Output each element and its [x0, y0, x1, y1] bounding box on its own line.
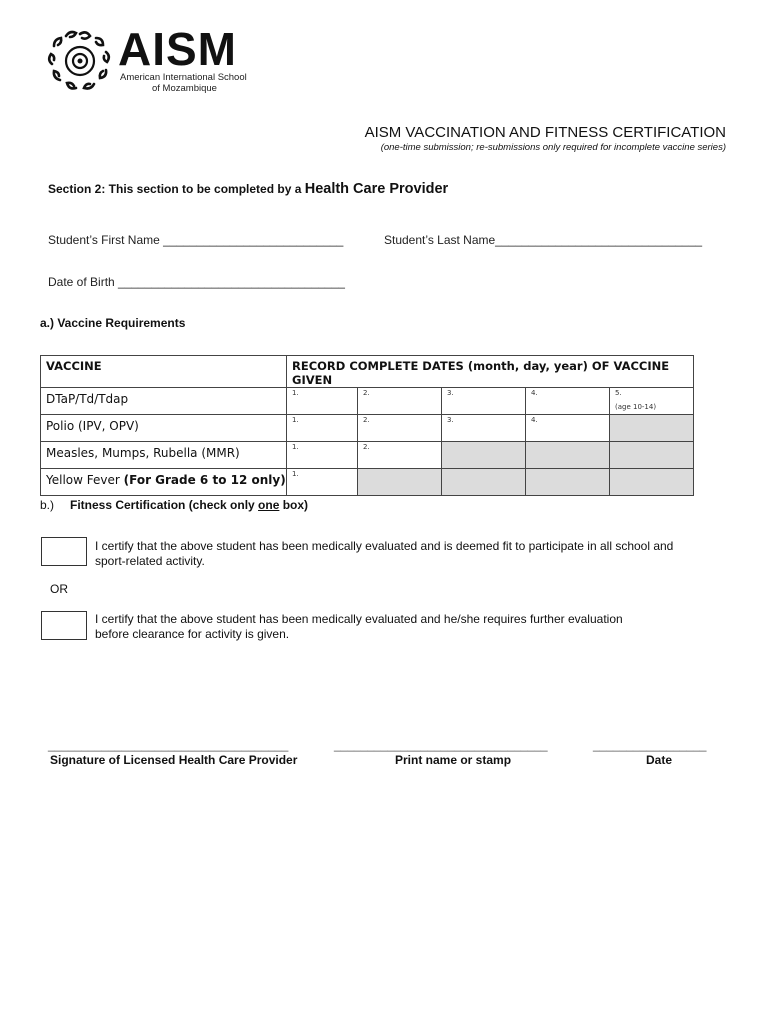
disabled-cell [442, 442, 526, 469]
section-2-heading [48, 181, 448, 197]
dose-3-cell[interactable]: 3. [442, 415, 526, 442]
fitness-heading-post: box) [279, 498, 309, 512]
dose-5-label: 5. [615, 389, 622, 397]
signature-line[interactable]: ____________________________________ [48, 738, 289, 752]
disabled-cell [610, 442, 694, 469]
form-title: AISM VACCINATION AND FITNESS CERTIFICATION [364, 124, 726, 141]
disabled-cell [526, 469, 610, 496]
print-name-label: Print name or stamp [395, 753, 512, 767]
disabled-cell [358, 469, 442, 496]
fitness-certification-heading [70, 498, 308, 512]
fitness-heading-one: one [258, 498, 280, 512]
dose-3-cell[interactable]: 3. [442, 388, 526, 415]
student-first-name-field[interactable]: Student’s First Name ___________________________ [48, 233, 344, 247]
table-row [41, 469, 694, 496]
signature-label: Signature of Licensed Health Care Provider [50, 753, 298, 767]
aism-logo-emblem-icon [44, 28, 116, 94]
vaccine-table-header-row [41, 356, 694, 388]
dose-4-cell[interactable]: 4. [526, 388, 610, 415]
dose-1-cell[interactable]: 1. [287, 442, 358, 469]
section-2-emphasis: Health Care Provider [304, 181, 449, 197]
student-last-name-field[interactable]: Student’s Last Name_______________________________ [384, 233, 703, 247]
dose-1-cell[interactable]: 1. [287, 388, 358, 415]
disabled-cell [610, 469, 694, 496]
vaccine-name-polio: Polio (IPV, OPV) [41, 415, 287, 442]
vaccine-name-mmr: Measles, Mumps, Rubella (MMR) [41, 442, 287, 469]
vaccine-name-dtap: DTaP/Td/Tdap [41, 388, 287, 415]
vaccine-table [40, 355, 694, 496]
disabled-cell [526, 442, 610, 469]
fitness-label: b.) [40, 498, 55, 512]
dose-1-cell[interactable]: 1. [287, 469, 358, 496]
dose-5-age-note: (age 10-14) [615, 403, 657, 411]
disabled-cell [442, 469, 526, 496]
print-name-line[interactable]: ________________________________ [334, 738, 548, 752]
section-2-prefix: Section 2: This section to be completed by a [48, 182, 305, 196]
dose-2-cell[interactable]: 2. [358, 415, 442, 442]
fit-to-participate-checkbox[interactable] [41, 537, 87, 566]
date-of-birth-field[interactable]: Date of Birth __________________________________ [48, 275, 345, 289]
form-subtitle: (one-time submission; re-submissions only required for incomplete vaccine series) [380, 142, 726, 153]
dose-4-cell[interactable]: 4. [526, 415, 610, 442]
dose-5-cell[interactable] [610, 388, 694, 415]
further-statement-line2: before clearance for activity is given. [95, 627, 290, 641]
yellow-fever-grade-note: (For Grade 6 to 12 only) [123, 473, 286, 487]
logo-school-name-line1: American International School [120, 72, 247, 83]
fit-statement-line2: sport-related activity. [95, 554, 205, 568]
table-row [41, 442, 694, 469]
logo-school-name-line2: of Mozambique [152, 83, 217, 94]
dose-2-cell[interactable]: 2. [358, 442, 442, 469]
or-separator: OR [50, 582, 68, 596]
fit-statement-line1: I certify that the above student has been medically evaluated and is deemed fit to participate in all school and [95, 539, 674, 553]
column-header-dates: RECORD COMPLETE DATES (month, day, year) OF VACCINE GIVEN [287, 356, 694, 388]
date-label: Date [646, 753, 673, 767]
further-evaluation-statement [95, 612, 623, 642]
dose-2-cell[interactable]: 2. [358, 388, 442, 415]
vaccine-name-yellow-fever [41, 469, 287, 496]
further-evaluation-checkbox[interactable] [41, 611, 87, 640]
vaccine-requirements-heading: a.) Vaccine Requirements [40, 316, 186, 330]
further-statement-line1: I certify that the above student has been medically evaluated and he/she requires further evaluation [95, 612, 623, 626]
date-line[interactable]: _________________ [593, 738, 707, 752]
aism-logo-wordmark: AISM [118, 23, 237, 75]
table-row [41, 388, 694, 415]
dose-1-cell[interactable]: 1. [287, 415, 358, 442]
disabled-cell [610, 415, 694, 442]
yellow-fever-label: Yellow Fever [46, 473, 124, 487]
fitness-heading-pre: Fitness Certification (check only [70, 498, 259, 512]
table-row [41, 415, 694, 442]
column-header-vaccine: VACCINE [41, 356, 287, 388]
fit-to-participate-statement [95, 539, 673, 569]
